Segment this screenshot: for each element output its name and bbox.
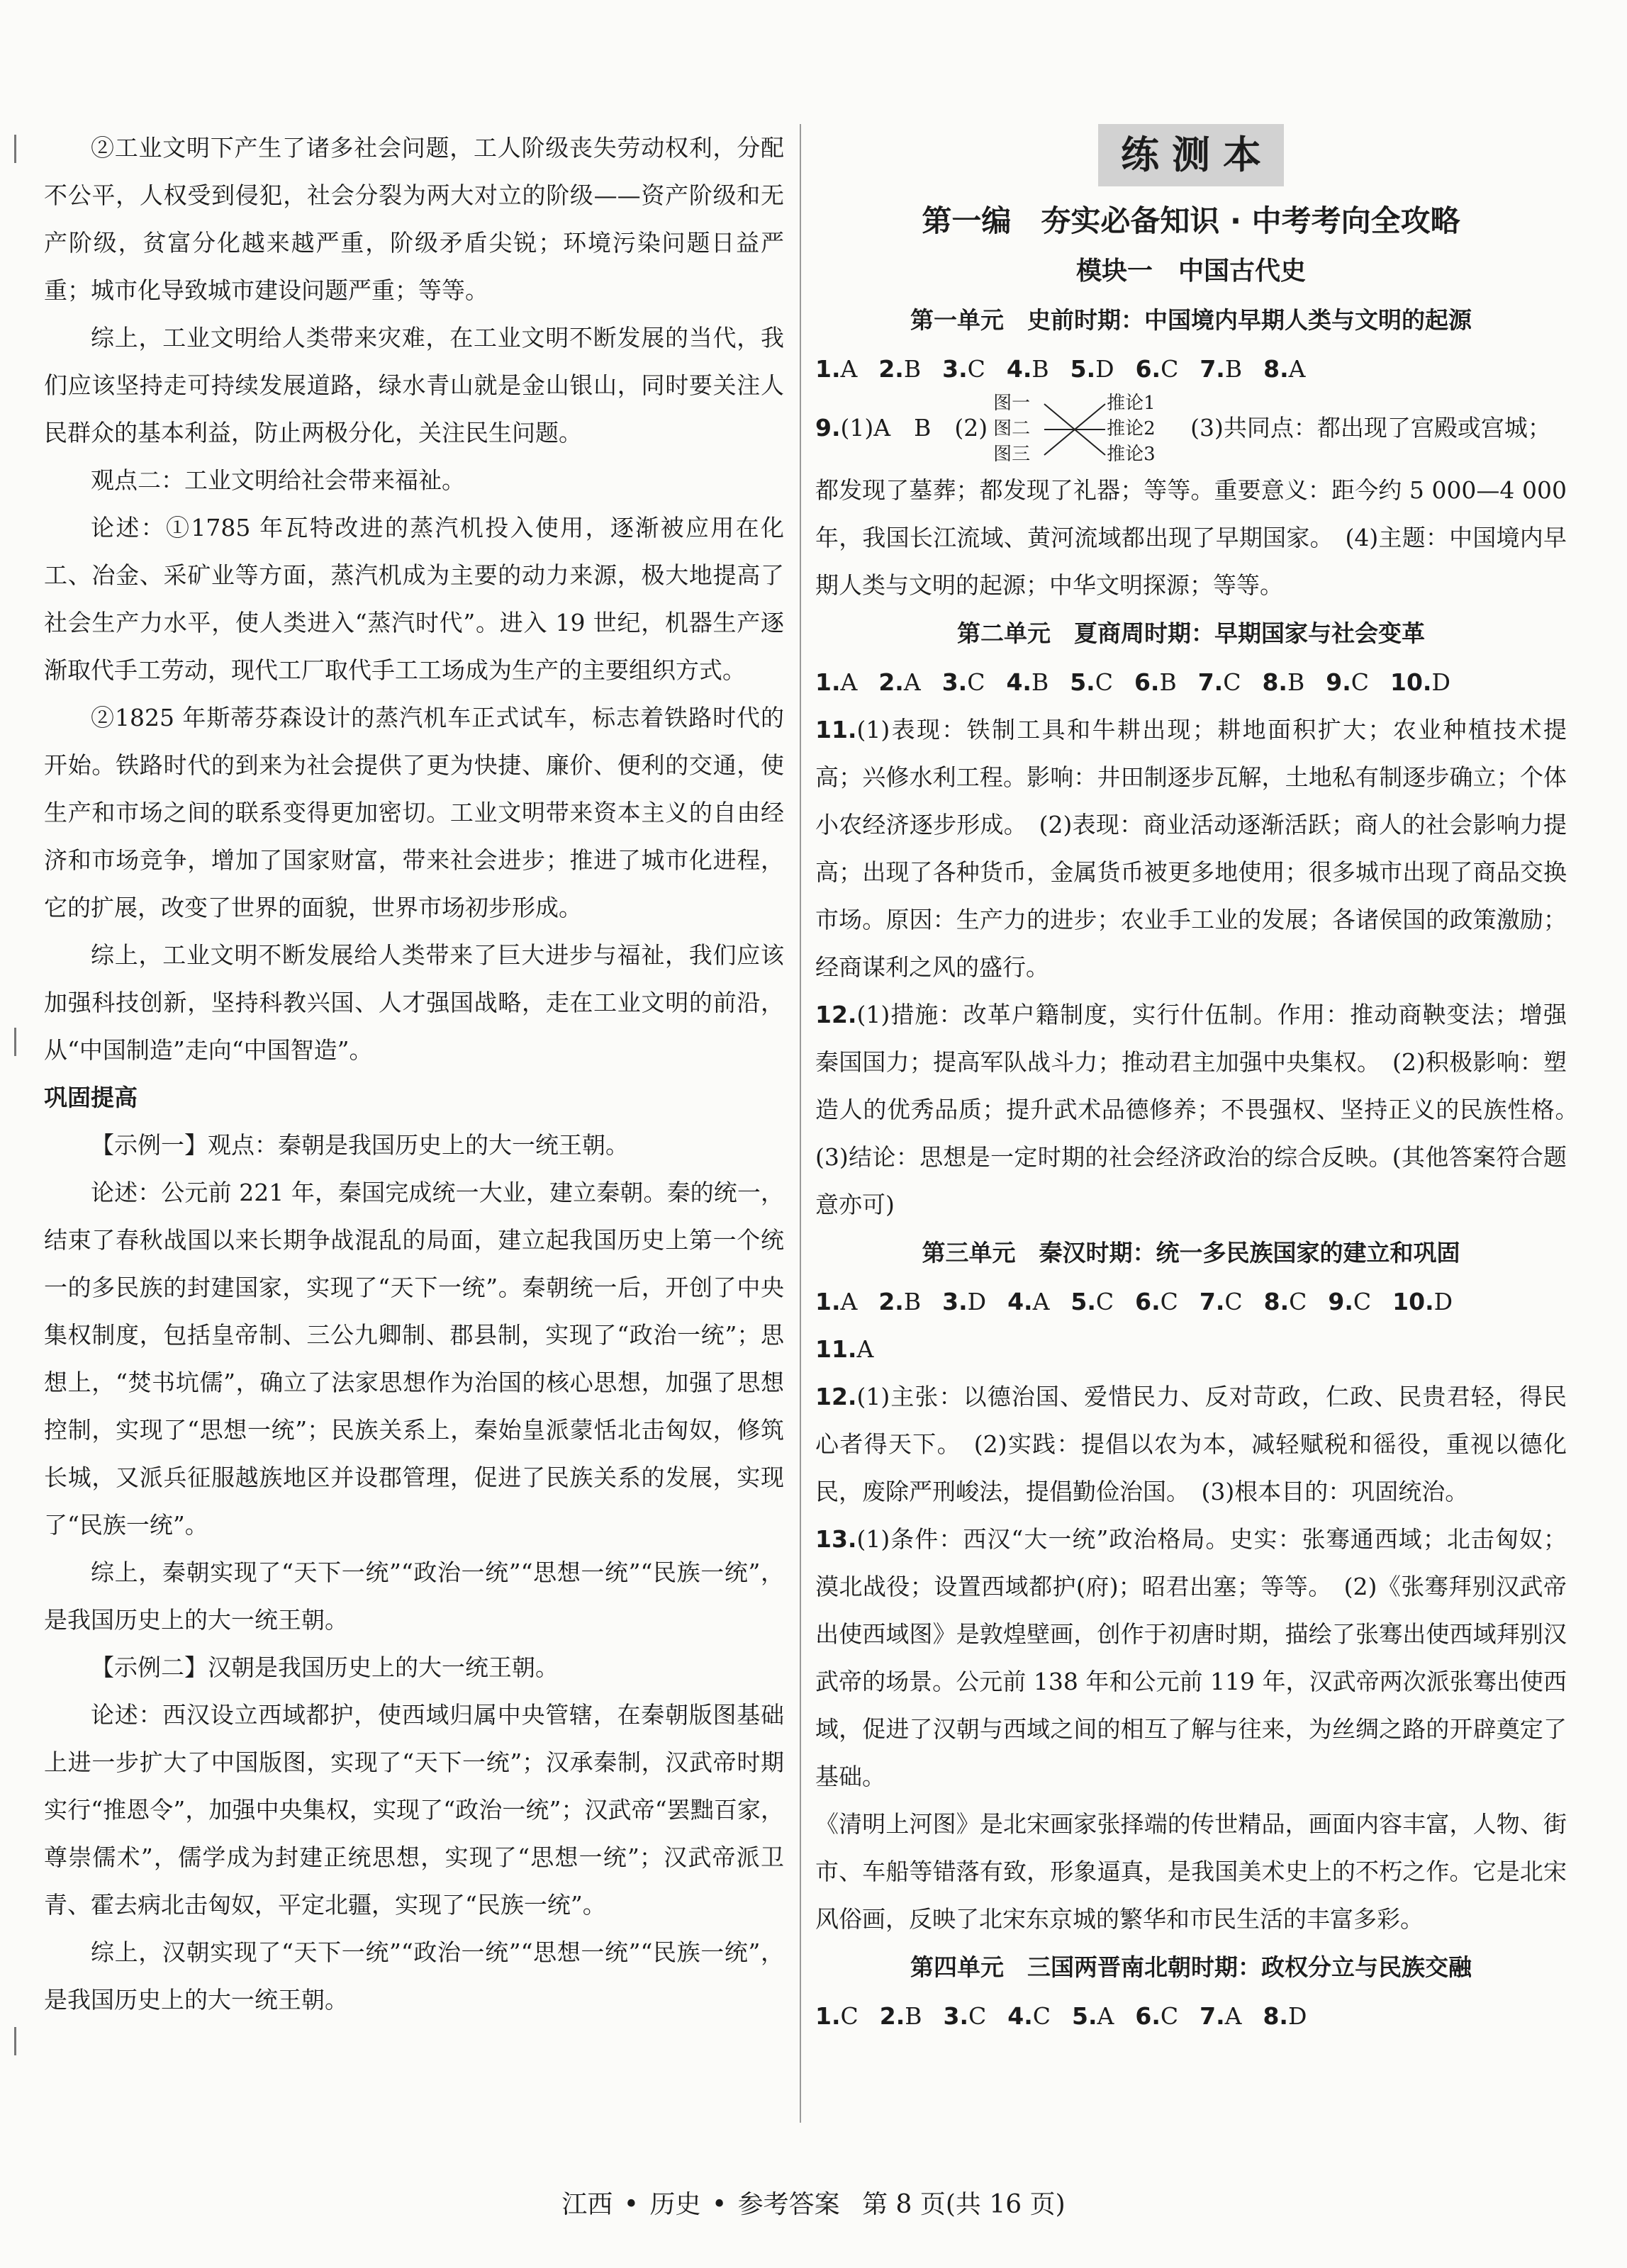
- paragraph: 综上，工业文明不断发展给人类带来了巨大进步与福祉，我们应该加强科技创新，坚持科教兴国、人才强国战略，走在工业文明的前沿，从“中国制造”走向“中国智造”。: [44, 941, 784, 1064]
- answer-choice: B: [1287, 668, 1305, 696]
- mc-answer: [878, 355, 921, 383]
- mc-answer: [1264, 1288, 1307, 1315]
- answer-choice: A: [1288, 355, 1306, 383]
- paragraph: ②工业文明下产生了诸多社会问题，工人阶级丧失劳动权利，分配不公平，人权受到侵犯，社会分裂为两大对立的阶级——资产阶级和无产阶级，贫富分化越来越严重，阶级矛盾尖锐；环境污染问题日益严重；城市化导致城市建设问题严重；等等。: [44, 134, 784, 304]
- mc-answer: [1392, 1288, 1453, 1315]
- answer-choice: C: [967, 355, 985, 383]
- question-number: 3.: [942, 355, 968, 383]
- mc-answers: [815, 658, 1567, 706]
- mc-answer: [1328, 1288, 1371, 1315]
- mc-answer: [1007, 1288, 1049, 1315]
- margin-mark: [14, 135, 16, 163]
- right-column: [815, 124, 1590, 2040]
- mc-answer: [1135, 1288, 1178, 1315]
- answer-choice: B: [903, 1288, 922, 1315]
- question-number: 6.: [1135, 355, 1161, 383]
- mc-answer: [1136, 355, 1179, 383]
- footer-region: 江西: [561, 2190, 613, 2219]
- question-number: 6.: [1135, 2002, 1161, 2030]
- part-title: 第一编 夯实必备知识 · 中考考向全攻略: [922, 203, 1460, 238]
- question-number: 2.: [879, 2002, 905, 2030]
- mc-answer: [1200, 355, 1242, 383]
- question-11: [815, 706, 1567, 991]
- mc-answer: [1390, 668, 1450, 696]
- answer-choice: A: [1032, 1288, 1050, 1315]
- left-column: [44, 124, 784, 2023]
- question-number: 2.: [878, 668, 904, 696]
- masthead-wrap: [815, 124, 1567, 195]
- mc-answers: [815, 1992, 1567, 2040]
- mc-answer: [1134, 668, 1177, 696]
- mc-answer: [815, 668, 857, 696]
- mc-answer: [1200, 2002, 1241, 2030]
- answer-choice: C: [1095, 1288, 1114, 1315]
- example-one-heading: 【示例一】观点：秦朝是我国历史上的大一统王朝。: [91, 1131, 629, 1159]
- answer-choice: A: [840, 1288, 858, 1315]
- diagram-label: 图一: [993, 393, 1031, 414]
- answer-choice: B: [1224, 355, 1243, 383]
- unit-title: 第四单元 三国两晋南北朝时期：政权分立与民族交融: [910, 1953, 1472, 1981]
- answer-choice: C: [1160, 1288, 1178, 1315]
- paragraph: 论述：①1785 年瓦特改进的蒸汽机投入使用，逐渐被应用在化工、冶金、采矿业等方面，蒸汽机成为主要的动力来源，极大地提高了社会生产力水平，使人类进入“蒸汽时代”。进入 19 世纪，机器生产逐渐取代手工劳动，现代工厂取代手工工场成为生产的主要组织方式。: [44, 514, 784, 684]
- answer-text: 都发现了墓葬；都发现了礼器；等等。重要意义：距今约 5 000—4 000 年，我国长江流域、黄河流域都出现了早期国家。 (4)主题：中国境内早期人类与文明的起源；中华文明探源；等等。: [815, 476, 1567, 599]
- question-12: [815, 991, 1590, 1228]
- paragraph: 论述：西汉设立西域都护，使西域归属中央管辖，在秦朝版图基础上进一步扩大了中国版图，实现了“天下一统”；汉承秦制，汉武帝时期实行“推恩令”，加强中央集权，实现了“政治一统”；汉武帝“罢黜百家，尊崇儒术”，儒学成为封建正统思想，实现了“思想一统”；汉武帝派卫青、霍去病北击匈奴，平定北疆，实现了“民族一统”。: [44, 1701, 784, 1919]
- answer-choice: C: [967, 668, 985, 696]
- mc-answer: [1007, 355, 1049, 383]
- answer-choice: C: [1351, 668, 1369, 696]
- mc-answer: [1135, 2002, 1178, 2030]
- question-number: 2.: [878, 1288, 904, 1315]
- masthead: 练测本: [1098, 124, 1284, 186]
- question-number: 3.: [941, 668, 968, 696]
- mc-answer: [815, 1288, 857, 1315]
- matching-diagram: [993, 393, 1185, 466]
- question-number: 8.: [1263, 2002, 1288, 2030]
- mc-answer: [1263, 355, 1305, 383]
- mc-answer: [1198, 668, 1241, 696]
- section-heading: 巩固提高: [44, 1084, 138, 1111]
- page-footer: [0, 2184, 1627, 2221]
- column-divider: [800, 124, 801, 2123]
- answer-choice: C: [1095, 668, 1113, 696]
- matching-lines: [1043, 393, 1107, 466]
- question-number: 9.: [815, 414, 841, 442]
- answer-choice: A: [1097, 2002, 1114, 2030]
- answer-choice: B: [1031, 668, 1049, 696]
- footer-doc: 参考答案: [737, 2190, 840, 2219]
- mc-answer: [815, 355, 857, 383]
- answer-choice: B: [903, 355, 922, 383]
- answer-choice: C: [1289, 1288, 1307, 1315]
- question-number: 4.: [1007, 2002, 1033, 2030]
- question-number: 5.: [1070, 355, 1096, 383]
- answer-text: (1)主张：以德治国、爱惜民力、反对苛政，仁政、民贵君轻，得民心者得天下。 (2)实践：提倡以农为本，减轻赋税和徭役，重视以德化民，废除严刑峻法，提倡勤俭治国。 (3)根本目的：巩固统治。: [815, 1383, 1567, 1505]
- mc-answer: [1263, 2002, 1307, 2030]
- answer-choice: A: [840, 668, 858, 696]
- diagram-label: 图二: [993, 418, 1031, 439]
- question-number: 13.: [815, 1525, 857, 1553]
- answer-choice: D: [1287, 2002, 1307, 2030]
- margin-mark: [14, 1028, 16, 1056]
- question-number: 2.: [878, 355, 904, 383]
- diagram-label: 推论2: [1107, 418, 1156, 439]
- answer-text: (1)A B (2): [840, 414, 988, 442]
- answer-choice: C: [968, 2002, 987, 2030]
- unit-title: 第三单元 秦汉时期：统一多民族国家的建立和巩固: [922, 1239, 1460, 1267]
- question-11: [815, 1325, 1567, 1373]
- question-13: [815, 1515, 1567, 1800]
- mc-answer: [1262, 668, 1304, 696]
- answer-text: (1)措施：改革户籍制度，实行什伍制。作用：推动商鞅变法；增强秦国国力；提高军队战斗力；推动君主加强中央集权。 (2)积极影响：塑造人的优秀品质；提升武术品德修养；不畏强权、坚持正义的民族性格。 (3)结论：思想是一定时期的社会经济政治的综合反映。(其他答案符合题意亦可): [815, 1001, 1590, 1218]
- mc-answer: [944, 2002, 987, 2030]
- diagram-label: 推论3: [1107, 444, 1156, 465]
- answer-choice: C: [1161, 355, 1179, 383]
- question-number: 7.: [1200, 2002, 1225, 2030]
- margin-mark: [14, 2027, 16, 2055]
- question-number: 4.: [1006, 355, 1032, 383]
- mc-answers: [815, 1278, 1567, 1325]
- paragraph: 综上，秦朝实现了“天下一统”“政治一统”“思想一统”“民族一统”，是我国历史上的大一统王朝。: [44, 1559, 784, 1634]
- mc-answer: [1072, 2002, 1114, 2030]
- example-two-heading: 【示例二】汉朝是我国历史上的大一统王朝。: [91, 1654, 559, 1681]
- question-number: 5.: [1070, 668, 1095, 696]
- unit-title: 第一单元 史前时期：中国境内早期人类与文明的起源: [910, 306, 1472, 334]
- question-number: 1.: [815, 1288, 841, 1315]
- answer-text: A: [856, 1335, 874, 1363]
- mc-answer: [1006, 668, 1049, 696]
- answer-text: 《清明上河图》是北宋画家张择端的传世精品，画面内容丰富，人物、街市、车船等错落有致，形象逼真，是我国美术史上的不朽之作。它是北宋风俗画，反映了北宋东京城的繁华和市民生活的丰富多彩。: [815, 1810, 1567, 1933]
- question-number: 9.: [1326, 668, 1351, 696]
- question-number: 11.: [815, 1335, 857, 1363]
- question-number: 1.: [815, 355, 841, 383]
- mc-answer: [878, 668, 920, 696]
- mc-answer: [942, 668, 985, 696]
- question-number: 5.: [1072, 2002, 1097, 2030]
- answer-choice: C: [1032, 2002, 1051, 2030]
- answer-text: (1)条件：西汉“大一统”政治格局。史实：张骞通西域；北击匈奴；漠北战役；设置西域都护(府)；昭君出塞；等等。 (2)《张骞拜别汉武帝出使西域图》是敦煌壁画，创作于初唐时期，描绘了张骞出使西域拜别汉武帝的场景。公元前 138 年和公元前 119 年，汉武帝两次派张骞出使西域，促进了汉朝与西域之间的相互了解与往来，为丝绸之路的开辟奠定了基础。: [815, 1525, 1567, 1790]
- question-number: 7.: [1199, 1288, 1225, 1315]
- question-number: 4.: [1007, 1288, 1033, 1315]
- answer-choice: C: [1223, 668, 1241, 696]
- answer-choice: B: [1159, 668, 1177, 696]
- module-title: 模块一 中国古代史: [1075, 257, 1306, 286]
- question-number: 7.: [1200, 355, 1225, 383]
- question-number: 10.: [1390, 668, 1432, 696]
- question-number: 1.: [815, 668, 841, 696]
- question-number: 3.: [943, 2002, 969, 2030]
- paragraph: ②1825 年斯蒂芬森设计的蒸汽机车正式试车，标志着铁路时代的开始。铁路时代的到来为社会提供了更为快捷、廉价、便利的交通，使生产和市场之间的联系变得更加密切。工业文明带来资本主义的自由经济和市场竞争，增加了国家财富，带来社会进步；推进了城市化进程，它的扩展，改变了世界的面貌，世界市场初步形成。: [44, 704, 784, 921]
- mc-answer: [1070, 668, 1113, 696]
- paragraph: 综上，汉朝实现了“天下一统”“政治一统”“思想一统”“民族一统”，是我国历史上的大一统王朝。: [44, 1938, 784, 2014]
- question-number: 7.: [1197, 668, 1224, 696]
- mc-answer: [1070, 1288, 1114, 1315]
- question-number: 11.: [815, 716, 857, 743]
- answer-choice: D: [1433, 1288, 1453, 1315]
- footer-page: 第 8 页(共 16 页): [862, 2190, 1066, 2219]
- mc-answer: [878, 1288, 921, 1315]
- unit-title: 第二单元 夏商周时期：早期国家与社会变革: [957, 619, 1425, 647]
- question-number: 8.: [1262, 668, 1287, 696]
- answer-choice: A: [1224, 2002, 1242, 2030]
- mc-answer: [942, 1288, 986, 1315]
- footer-subject: 历史: [649, 2190, 701, 2219]
- question-number: 12.: [815, 1383, 857, 1410]
- answer-choice: C: [1224, 1288, 1243, 1315]
- mc-answer: [942, 355, 985, 383]
- paragraph: 综上，工业文明给人类带来灾难，在工业文明不断发展的当代，我们应该坚持走可持续发展道路，绿水青山就是金山银山，同时要关注人民群众的基本利益，防止两极分化，关注民生问题。: [44, 324, 784, 447]
- mc-answer: [1200, 1288, 1243, 1315]
- answer-choice: B: [905, 2002, 922, 2030]
- answer-choice: A: [840, 355, 858, 383]
- answer-choice: B: [1031, 355, 1049, 383]
- answer-choice: D: [1431, 668, 1450, 696]
- viewpoint-two: 观点二：工业文明给社会带来福祉。: [91, 466, 465, 494]
- answer-choice: D: [1095, 355, 1114, 383]
- question-12: [815, 1373, 1567, 1515]
- question-number: 1.: [815, 2002, 841, 2030]
- footer-separator: •: [711, 2190, 727, 2219]
- question-number: 9.: [1328, 1288, 1353, 1315]
- question-9: [815, 393, 1567, 466]
- diagram-label: 推论1: [1107, 393, 1156, 414]
- question-number: 4.: [1006, 668, 1031, 696]
- mc-answer: [880, 2002, 922, 2030]
- question-number: 10.: [1392, 1288, 1434, 1315]
- question-number: 8.: [1263, 1288, 1290, 1315]
- answer-text: (1)表现：铁制工具和牛耕出现；耕地面积扩大；农业种植技术提高；兴修水利工程。影响：井田制逐步瓦解，土地私有制逐步确立；个体小农经济逐步形成。 (2)表现：商业活动逐渐活跃；商人的社会影响力提高；出现了各种货币，金属货币被更多地使用；很多城市出现了商品交换市场。原因：生产力的进步；农业手工业的发展；各诸侯国的政策激励；经商谋利之风的盛行。: [815, 716, 1567, 981]
- question-number: 12.: [815, 1001, 857, 1028]
- answer-choice: D: [967, 1288, 987, 1315]
- question-number: 8.: [1263, 355, 1289, 383]
- paragraph: 论述：公元前 221 年，秦国完成统一大业，建立秦朝。秦的统一，结束了春秋战国以来长期争战混乱的局面，建立起我国历史上第一个统一的多民族的封建国家，实现了“天下一统”。秦朝统一后，开创了中央集权制度，包括皇帝制、三公九卿制、郡县制，实现了“政治一统”；思想上，“焚书坑儒”，确立了法家思想作为治国的核心思想，加强了思想控制，实现了“思想一统”；民族关系上，秦始皇派蒙恬北击匈奴，修筑长城，又派兵征服越族地区并设郡管理，促进了民族关系的发展，实现了“民族一统”。: [44, 1179, 784, 1539]
- mc-answer: [1007, 2002, 1051, 2030]
- mc-answers: [815, 345, 1567, 393]
- question-number: 5.: [1070, 1288, 1096, 1315]
- mc-answer: [815, 2002, 859, 2030]
- mc-answer: [1326, 668, 1369, 696]
- question-number: 6.: [1134, 668, 1160, 696]
- answer-choice: A: [903, 668, 921, 696]
- mc-answer: [1070, 355, 1114, 383]
- answer-choice: C: [1353, 1288, 1372, 1315]
- question-number: 6.: [1135, 1288, 1161, 1315]
- answer-choice: C: [1160, 2002, 1179, 2030]
- answer-choice: C: [840, 2002, 859, 2030]
- diagram-label: 图三: [993, 444, 1031, 465]
- question-number: 3.: [942, 1288, 968, 1315]
- answer-text: (3)共同点：都出现了宫殿或宫城；: [1190, 414, 1551, 442]
- footer-separator: •: [623, 2190, 639, 2219]
